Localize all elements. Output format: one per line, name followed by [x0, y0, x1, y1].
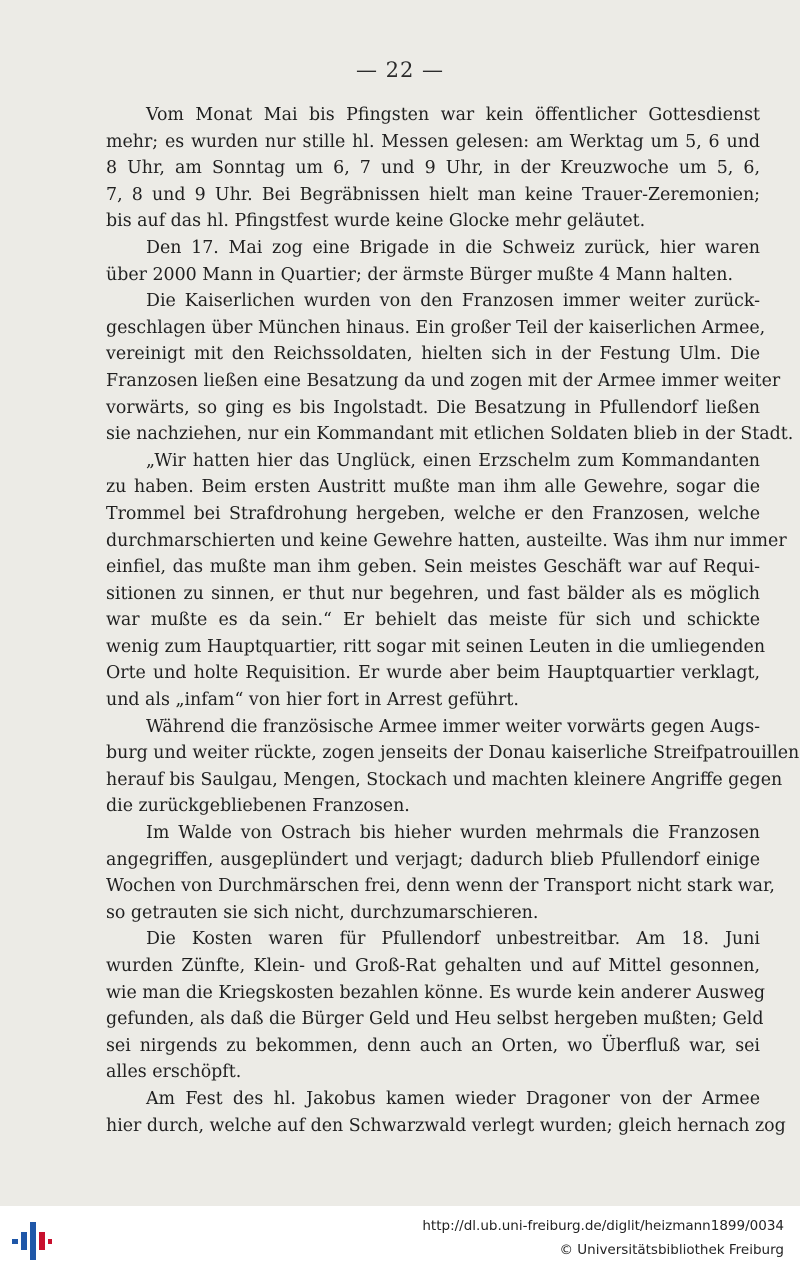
permalink-url[interactable]: http://dl.ub.uni-freiburg.de/diglit/heizmann1899/0034 [422, 1218, 784, 1234]
text-line: sei nirgends zu bekommen, denn auch an Orten, wo Überfluß war, sei [106, 1035, 760, 1056]
text-line: burg und weiter rückte, zogen jenseits der Donau kaiserliche Streifpatrouillen [106, 743, 800, 764]
text-line: Die Kosten waren für Pfullendorf unbestreitbar. Am 18. Juni [146, 929, 760, 950]
text-line: mehr; es wurden nur stille hl. Messen gelesen: am Werktag um 5, 6 und [106, 131, 760, 152]
text-line: hier durch, welche auf den Schwarzwald verlegt wurden; gleich hernach zog [106, 1115, 786, 1136]
text-line: Vom Monat Mai bis Pfingsten war kein öffentlicher Gottesdienst [146, 105, 760, 125]
text-line: wurden Zünfte, Klein- und Groß-Rat gehalten und auf Mittel gesonnen, [106, 956, 760, 976]
text-line: wie man die Kriegskosten bezahlen könne. Es wurde kein anderer Ausweg [106, 982, 766, 1003]
text-line: wenig zum Hauptquartier, ritt sogar mit seinen Leuten in die umliegenden [106, 636, 766, 657]
text-line: vereinigt mit den Reichssoldaten, hielten sich in der Festung Ulm. Die [106, 344, 760, 365]
text-line: und als „infam“ von hier fort in Arrest geführt. [106, 690, 519, 711]
text-line: zu haben. Beim ersten Austritt mußte man ihm alle Gewehre, sogar die [106, 477, 760, 498]
text-line: Die Kaiserlichen wurden von den Franzosen immer weiter zurück- [146, 291, 760, 312]
text-line: 7, 8 und 9 Uhr. Bei Begräbnissen hielt man keine Trauer-Zeremonien; [106, 184, 760, 205]
body-text [106, 102, 800, 1139]
text-line: Orte und holte Requisition. Er wurde aber beim Hauptquartier verklagt, [106, 663, 760, 684]
text-line: angegriffen, ausgeplündert und verjagt; dadurch blieb Pfullendorf einige [106, 849, 760, 870]
page-number: — 22 — [355, 58, 445, 82]
text-line: gefunden, als daß die Bürger Geld und Heu selbst hergeben mußten; Geld [106, 1009, 764, 1030]
text-line: Trommel bei Strafdrohung hergeben, welche er den Franzosen, welche [106, 503, 760, 524]
text-line: 8 Uhr, am Sonntag um 6, 7 und 9 Uhr, in der Kreuzwoche um 5, 6, [106, 158, 760, 179]
text-line: die zurückgebliebenen Franzosen. [106, 796, 410, 817]
text-line: geschlagen über München hinaus. Ein großer Teil der kaiserlichen Armee, [106, 317, 766, 338]
text-line: vorwärts, so ging es bis Ingolstadt. Die Besatzung in Pfullendorf ließen [106, 397, 760, 418]
text-line: herauf bis Saulgau, Mengen, Stockach und machten kleinere Angriffe gegen [106, 769, 783, 790]
text-line: einfiel, das mußte man ihm geben. Sein meistes Geschäft war auf Requi- [106, 557, 760, 578]
text-line: Am Fest des hl. Jakobus kamen wieder Dragoner von der Armee [146, 1088, 760, 1109]
text-line: Im Walde von Ostrach bis hieher wurden mehrmals die Franzosen [146, 823, 760, 844]
text-line: sie nachziehen, nur ein Kommandant mit etlichen Soldaten blieb in der Stadt. [106, 424, 794, 445]
viewer-footer [0, 1206, 800, 1267]
university-library-logo-icon [12, 1220, 52, 1262]
text-line: Wochen von Durchmärschen frei, denn wenn der Transport nicht stark war, [106, 876, 775, 897]
text-line: sitionen zu sinnen, er thut nur begehren, und fast bälder als es möglich [106, 583, 760, 604]
text-line: durchmarschierten und keine Gewehre hatten, austeilte. Was ihm nur immer [106, 530, 787, 551]
text-line: Den 17. Mai zog eine Brigade in die Schweiz zurück, hier waren [146, 237, 760, 258]
text-line: alles erschöpft. [106, 1062, 242, 1083]
text-line: „Wir hatten hier das Unglück, einen Erzschelm zum Kommandanten [146, 450, 760, 471]
copyright-notice: © Universitätsbibliothek Freiburg [559, 1242, 784, 1258]
text-line: Franzosen ließen eine Besatzung da und zogen mit der Armee immer weiter [106, 370, 781, 391]
text-line: so getrauten sie sich nicht, durchzumarschieren. [106, 902, 539, 923]
text-line: war mußte es da sein.“ Er behielt das meiste für sich und schickte [106, 610, 760, 631]
text-line: Während die französische Armee immer weiter vorwärts gegen Augs- [146, 716, 760, 737]
text-line: bis auf das hl. Pfingstfest wurde keine Glocke mehr geläutet. [106, 211, 646, 232]
text-line: über 2000 Mann in Quartier; der ärmste Bürger mußte 4 Mann halten. [106, 264, 734, 285]
